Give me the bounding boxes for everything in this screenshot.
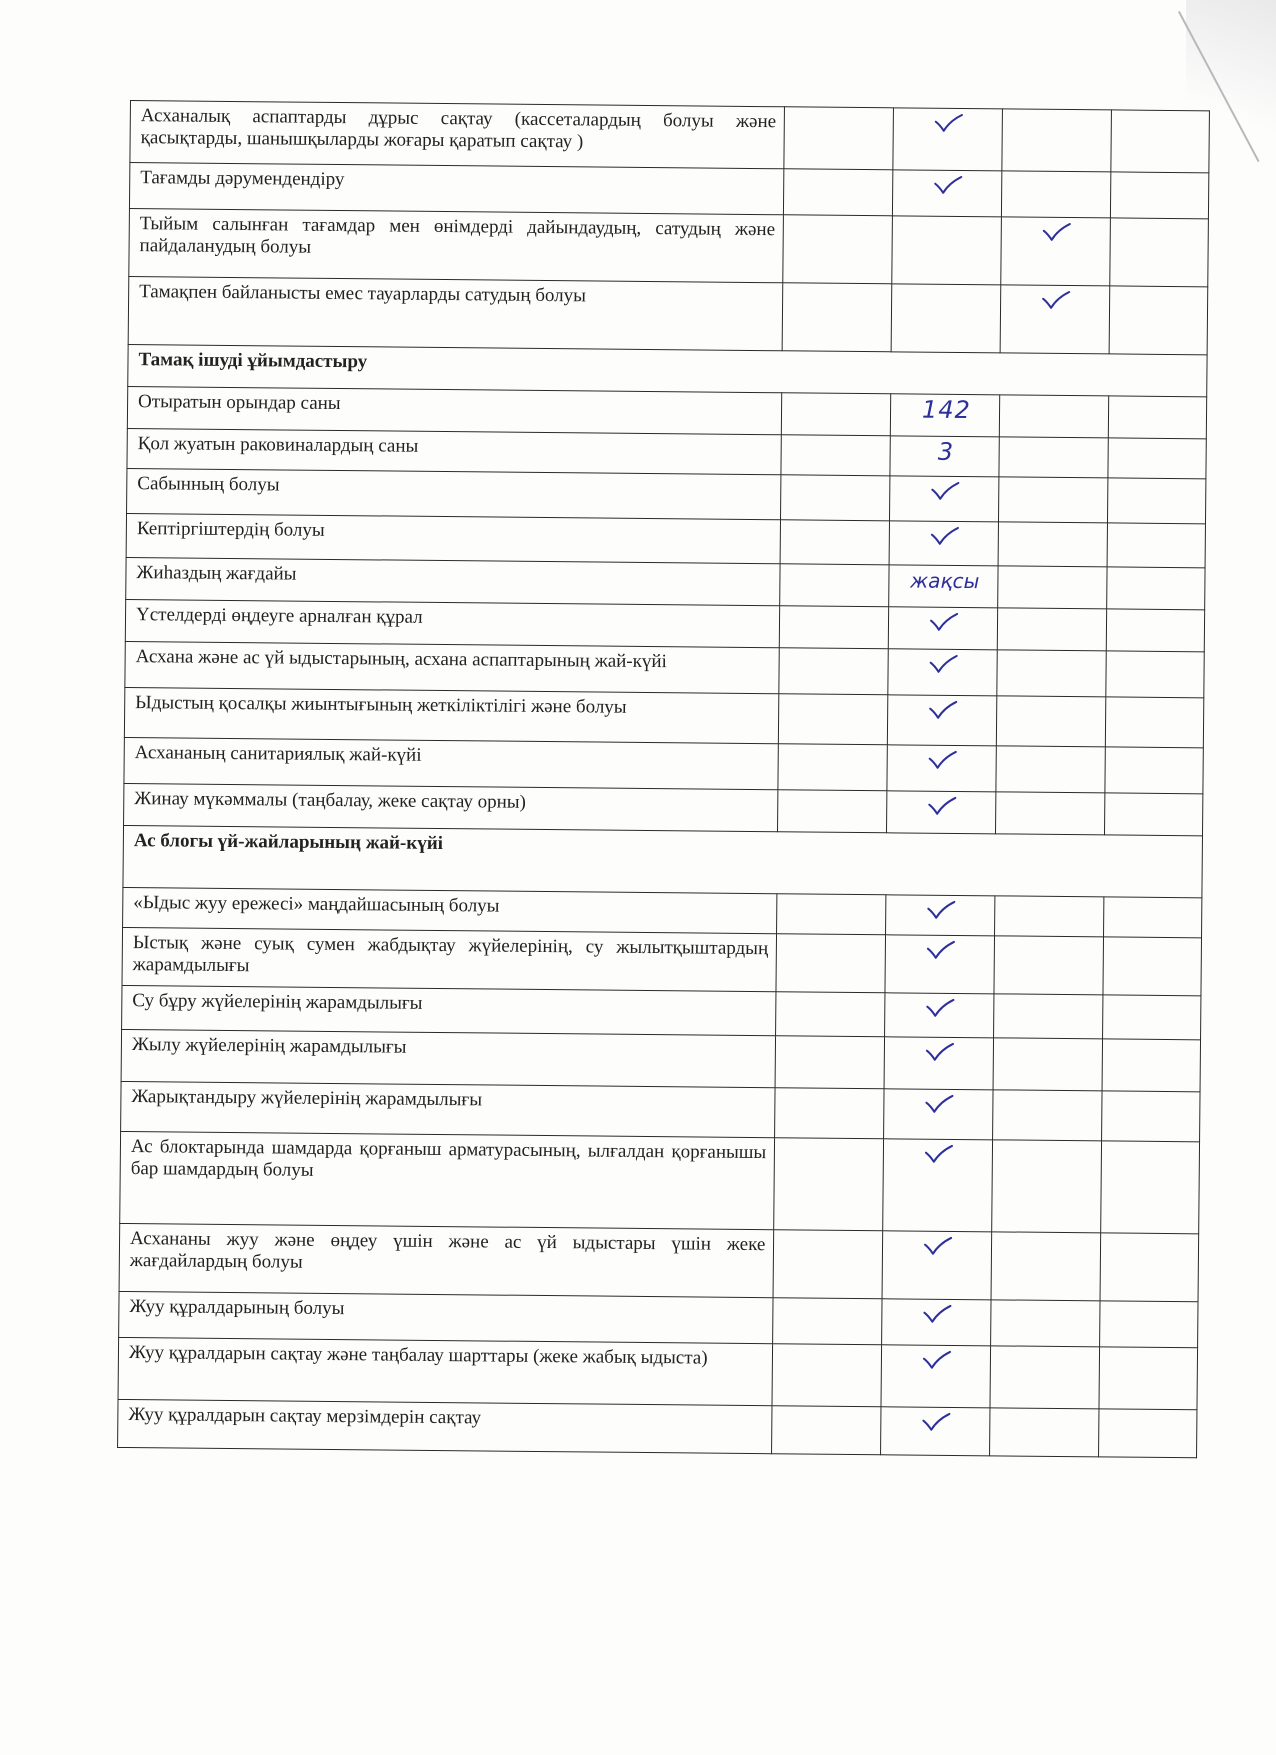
answer-cell-2 [881, 1345, 991, 1408]
criterion-text: Жиһаздың жағдайы [126, 557, 781, 605]
answer-cell-3 [998, 522, 1107, 567]
inspection-sheet [115, 100, 1220, 1665]
answer-cell-1 [774, 1138, 884, 1231]
answer-cell-2 [885, 993, 994, 1038]
answer-cell-3 [999, 437, 1108, 478]
answer-cell-1 [779, 694, 889, 745]
criterion-text: Жинау мүкәммалы (таңбалау, жеке сақтау орны) [124, 783, 779, 831]
table-row [118, 1399, 1197, 1457]
criterion-text: «Ыдыс жуу ережесі» маңдайшасының болуы [123, 887, 778, 933]
checkmark-icon [931, 481, 961, 501]
answer-cell-2 [891, 394, 1000, 437]
table-row [128, 276, 1208, 354]
section-row [123, 825, 1203, 897]
checkmark-icon [925, 1042, 955, 1062]
checkmark-icon [930, 526, 960, 546]
answer-cell-4 [1099, 1347, 1197, 1410]
table-row [119, 1223, 1199, 1301]
answer-cell-4 [1111, 172, 1209, 219]
answer-cell-1 [784, 107, 894, 170]
handwritten-value: жақсы [910, 568, 980, 594]
answer-cell-2 [890, 436, 999, 477]
checkmark-icon [929, 654, 959, 674]
answer-cell-4 [1111, 110, 1209, 173]
table-row [130, 101, 1210, 173]
handwritten-value: 142 [921, 395, 971, 425]
criterion-text: Жуу құралдарын сақтау мерзімдерін сақтау [118, 1399, 773, 1453]
answer-cell-1 [781, 435, 890, 476]
checkmark-icon [926, 998, 956, 1018]
answer-cell-3 [998, 566, 1107, 609]
answer-cell-4 [1107, 523, 1205, 568]
answer-cell-4 [1109, 396, 1207, 439]
answer-cell-1 [778, 790, 887, 833]
answer-cell-3 [995, 896, 1104, 937]
answer-cell-1 [781, 475, 890, 521]
criterion-text: Тыйым салынған тағамдар мен өнімдерді дайындаудың, сатудың және пайдаланудың болуы [129, 208, 784, 282]
criterion-text: Жылу жүйелерінің жарамдылығы [121, 1029, 776, 1087]
checkmark-icon [925, 1094, 955, 1114]
answer-cell-2 [889, 607, 998, 650]
answer-cell-3 [992, 1140, 1102, 1233]
answer-cell-1 [773, 1230, 883, 1299]
answer-cell-4 [1104, 897, 1202, 938]
answer-cell-4 [1107, 609, 1205, 652]
checkmark-icon [928, 796, 958, 816]
criterion-text: Ыдыстың қосалқы жиынтығының жеткіліктілігі және болуы [124, 687, 779, 743]
section-title: Тамақ ішуді ұйымдастыру [128, 344, 1207, 396]
inspection-table [117, 100, 1210, 1458]
answer-cell-2 [889, 521, 998, 566]
criterion-text: Отыратын орындар саны [127, 386, 782, 434]
answer-cell-3 [991, 1300, 1100, 1347]
answer-cell-2 [882, 1231, 992, 1300]
answer-cell-2 [888, 649, 997, 696]
answer-cell-4 [1107, 567, 1205, 610]
checkmark-icon [929, 612, 959, 632]
answer-cell-1 [776, 934, 886, 993]
answer-cell-4 [1099, 1409, 1197, 1458]
answer-cell-3 [991, 1232, 1101, 1301]
answer-cell-2 [881, 1407, 991, 1456]
criterion-text: Тағамды дәрумендендіру [129, 163, 784, 215]
answer-cell-3 [1001, 217, 1111, 286]
answer-cell-1 [780, 520, 889, 565]
answer-cell-1 [773, 1298, 882, 1345]
answer-cell-1 [772, 1406, 882, 1455]
answer-cell-4 [1102, 1039, 1200, 1092]
answer-cell-3 [996, 792, 1105, 835]
checkmark-icon [1042, 222, 1072, 242]
answer-cell-2 [884, 1089, 994, 1140]
answer-cell-3 [994, 994, 1103, 1039]
answer-cell-1 [776, 992, 885, 1037]
answer-cell-3 [1002, 109, 1112, 172]
checkmark-icon [928, 700, 958, 720]
answer-cell-1 [779, 648, 888, 695]
checkmark-icon [934, 113, 964, 133]
handwritten-value: 3 [937, 437, 955, 466]
criterion-text: Тамақпен байланысты емес тауарларды сатудың болуы [128, 276, 783, 350]
criterion-text: Кептіргіштердің болуы [126, 513, 781, 563]
answer-cell-3 [996, 746, 1105, 793]
answer-cell-1 [772, 1344, 882, 1407]
criterion-text: Сабынның болуы [127, 468, 782, 519]
answer-cell-3 [993, 1038, 1103, 1091]
answer-cell-4 [1102, 1091, 1200, 1142]
answer-cell-4 [1110, 286, 1208, 355]
checkmark-icon [922, 1350, 952, 1370]
table-row [122, 927, 1202, 995]
criterion-text: Асхананы жуу және өңдеу үшін және ас үй ыдыстары үшін жеке жағдайлардың болуы [119, 1223, 774, 1297]
checkmark-icon [933, 175, 963, 195]
answer-cell-1 [782, 283, 892, 352]
answer-cell-1 [775, 1036, 885, 1089]
answer-cell-4 [1108, 438, 1206, 479]
answer-cell-3 [997, 696, 1107, 747]
answer-cell-2 [885, 935, 995, 994]
table-row [129, 208, 1209, 286]
criterion-text: Ыстық және суық сумен жабдықтау жүйелерінің, су жылытқыштардың жарамдылығы [122, 927, 777, 991]
answer-cell-4 [1103, 995, 1201, 1040]
criterion-text: Су бұру жүйелерінің жарамдылығы [122, 985, 777, 1035]
answer-cell-4 [1105, 747, 1203, 794]
answer-cell-1 [784, 169, 893, 216]
answer-cell-3 [993, 1090, 1103, 1141]
section-title: Ас блогы үй-жайларының жай-күйі [123, 825, 1203, 897]
answer-cell-2 [882, 1299, 991, 1346]
answer-cell-2 [887, 791, 996, 834]
answer-cell-1 [780, 606, 889, 649]
criterion-text: Ас блоктарында шамдарда қорғаныш арматурасының, ылғалдан қорғанышы бар шамдардың болуы [120, 1131, 775, 1229]
checkmark-icon [923, 1236, 953, 1256]
answer-cell-2 [886, 895, 995, 936]
checkmark-icon [923, 1304, 953, 1324]
answer-cell-3 [999, 477, 1108, 523]
answer-cell-3 [1000, 285, 1110, 354]
answer-cell-1 [778, 744, 887, 791]
checkmark-icon [928, 750, 958, 770]
answer-cell-4 [1103, 937, 1201, 996]
checkmark-icon [927, 900, 957, 920]
table-row [120, 1131, 1200, 1233]
criterion-text: Жарықтандыру жүйелерінің жарамдылығы [121, 1081, 776, 1137]
answer-cell-4 [1100, 1233, 1198, 1302]
answer-cell-4 [1101, 1141, 1199, 1234]
answer-cell-1 [782, 393, 891, 436]
answer-cell-2 [893, 108, 1003, 171]
answer-cell-4 [1108, 478, 1206, 524]
checkmark-icon [922, 1412, 952, 1432]
answer-cell-2 [892, 216, 1002, 285]
answer-cell-3 [997, 650, 1106, 697]
answer-cell-2 [883, 1139, 993, 1232]
answer-cell-3 [990, 1408, 1100, 1457]
criterion-text: Асхана және ас үй ыдыстарының, асхана аспаптарының жай-күйі [125, 641, 780, 693]
answer-cell-2 [891, 284, 1001, 353]
answer-cell-3 [1000, 395, 1109, 438]
answer-cell-3 [998, 608, 1107, 651]
answer-cell-3 [1002, 171, 1111, 218]
criterion-text: Қол жуатын раковиналардың саны [127, 428, 782, 474]
answer-cell-4 [1100, 1301, 1198, 1348]
checkmark-icon [1041, 290, 1071, 310]
answer-cell-2 [887, 745, 996, 792]
answer-cell-4 [1106, 651, 1204, 698]
answer-cell-1 [777, 894, 886, 935]
criterion-text: Асханалық аспаптарды дұрыс сақтау (кассеталардың болуы және қасықтарды, шанышқыларды жоғары қаратып сақтау ) [130, 101, 785, 169]
answer-cell-2 [884, 1037, 994, 1090]
answer-cell-3 [990, 1346, 1100, 1409]
answer-cell-2 [889, 565, 998, 608]
checkmark-icon [926, 940, 956, 960]
answer-cell-4 [1110, 218, 1208, 287]
answer-cell-1 [783, 215, 893, 284]
answer-cell-4 [1106, 697, 1204, 748]
criterion-text: Үстелдерді өңдеуге арналған құрал [125, 599, 780, 647]
criterion-text: Жуу құралдарының болуы [119, 1291, 774, 1343]
checkmark-icon [924, 1144, 954, 1164]
answer-cell-2 [893, 170, 1002, 217]
table-body [118, 101, 1210, 1458]
answer-cell-2 [890, 476, 999, 522]
answer-cell-4 [1105, 793, 1203, 836]
answer-cell-2 [888, 695, 998, 746]
table-row [118, 1337, 1198, 1409]
answer-cell-1 [775, 1088, 885, 1139]
criterion-text: Асхананың санитариялық жай-күйі [124, 737, 779, 789]
criterion-text: Жуу құралдарын сақтау және таңбалау шарттары (жеке жабық ыдыста) [118, 1337, 773, 1405]
answer-cell-3 [994, 936, 1104, 995]
answer-cell-1 [780, 564, 889, 607]
